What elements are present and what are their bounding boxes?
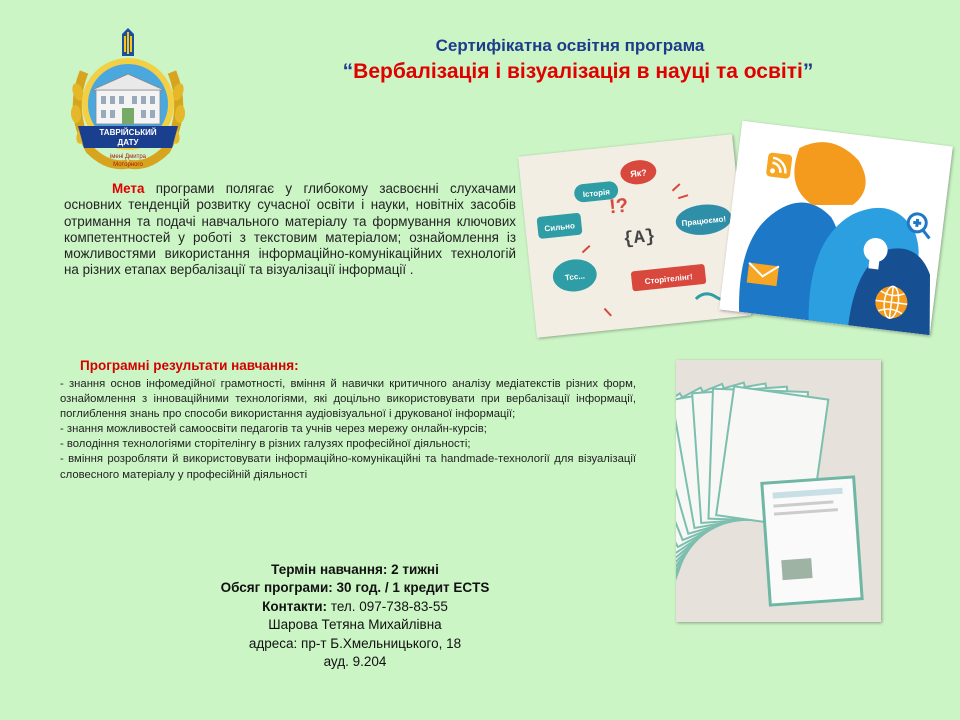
university-logo <box>64 22 192 172</box>
bubble-brace: {A} <box>622 226 657 251</box>
results-list <box>60 377 636 483</box>
logo-text-4: Моторного <box>113 162 143 168</box>
bubble-working: Працюємо! <box>681 214 727 228</box>
duration: Термін навчання: 2 тижні <box>271 562 439 577</box>
bubble-storytelling: Сторітелінг! <box>644 272 694 287</box>
result-item-4: - вміння розробляти й використовувати інформаційно-комунікаційні та handmade-технології для візуалізації словесного матеріалу у професійній діяльності <box>60 453 636 481</box>
bubble-strong: Сильно <box>544 221 576 234</box>
mail-icon <box>747 263 779 287</box>
bubble-how: Як? <box>629 167 648 180</box>
bubble-marks: !? <box>608 194 630 219</box>
goal-text: програми полягає у глибокому засвоєнні слухачами основних тенденцій розвитку сучасної освіти і науки, новітніх засобів отримання та подачі навчального матеріалу та формування ключових компетентностей у роботі з текстовим матеріалом; ознайомлення із можливостями використання інформаційно-комунікаційних технологій на різних етапах вербалізації та візуалізації інформації . <box>64 181 516 278</box>
storytelling-bubbles-image <box>518 134 751 337</box>
bubble-shh: Тсс... <box>564 271 586 283</box>
logo-text-3: імені Дмитра <box>109 154 147 160</box>
result-item-3: - володіння технологіями сторітелінгу в різних галузях професійної діяльності; <box>60 438 471 451</box>
title-text: Вербалізація і візуалізація в науці та освіті <box>353 60 803 83</box>
result-item-1: - знання основ інфомедійної грамотності, вміння й навички критичного аналізу медіатекстів різних форм, ознайомлення з інноваційними технологіями, які доцільно використовувати при вербалізації інформації, поглиблення знань про способи використання аудіовізуальної і друкованої інформації; <box>60 378 636 421</box>
communication-heads-image <box>719 121 953 335</box>
goal-lead: Мета <box>112 181 145 196</box>
contact-phone: тел. 097-738-83-55 <box>327 598 448 614</box>
logo-text-1: ТАВРІЙСЬКИЙ <box>99 128 157 137</box>
logo-text-2: ДАТУ <box>117 138 139 147</box>
contact-person: Шарова Тетяна Михайлівна <box>268 617 442 633</box>
volume: Обсяг програми: 30 год. / 1 кредит ECTS <box>220 580 490 596</box>
title-close-quote: ” <box>802 60 814 83</box>
rss-icon <box>766 152 793 179</box>
contacts-label: Контакти: <box>262 598 328 614</box>
result-item-2: - знання можливостей самоосвіти педагогів та учнів через мережу онлайн-курсів; <box>60 423 487 436</box>
ukraine-trident-icon <box>122 28 134 56</box>
contact-room: ауд. 9.204 <box>323 654 387 670</box>
program-info <box>170 561 540 671</box>
contact-address: адреса: пр-т Б.Хмельницького, 18 <box>248 635 462 651</box>
results-heading: Програмні результати навчання: <box>80 358 299 373</box>
program-goal <box>64 181 516 279</box>
title-open-quote: “ <box>342 60 354 83</box>
bubble-story: Історія <box>582 187 611 200</box>
program-subtitle: Сертифікатна освітня програма <box>435 36 705 55</box>
program-title <box>268 60 888 84</box>
certificates-photo <box>676 360 881 622</box>
